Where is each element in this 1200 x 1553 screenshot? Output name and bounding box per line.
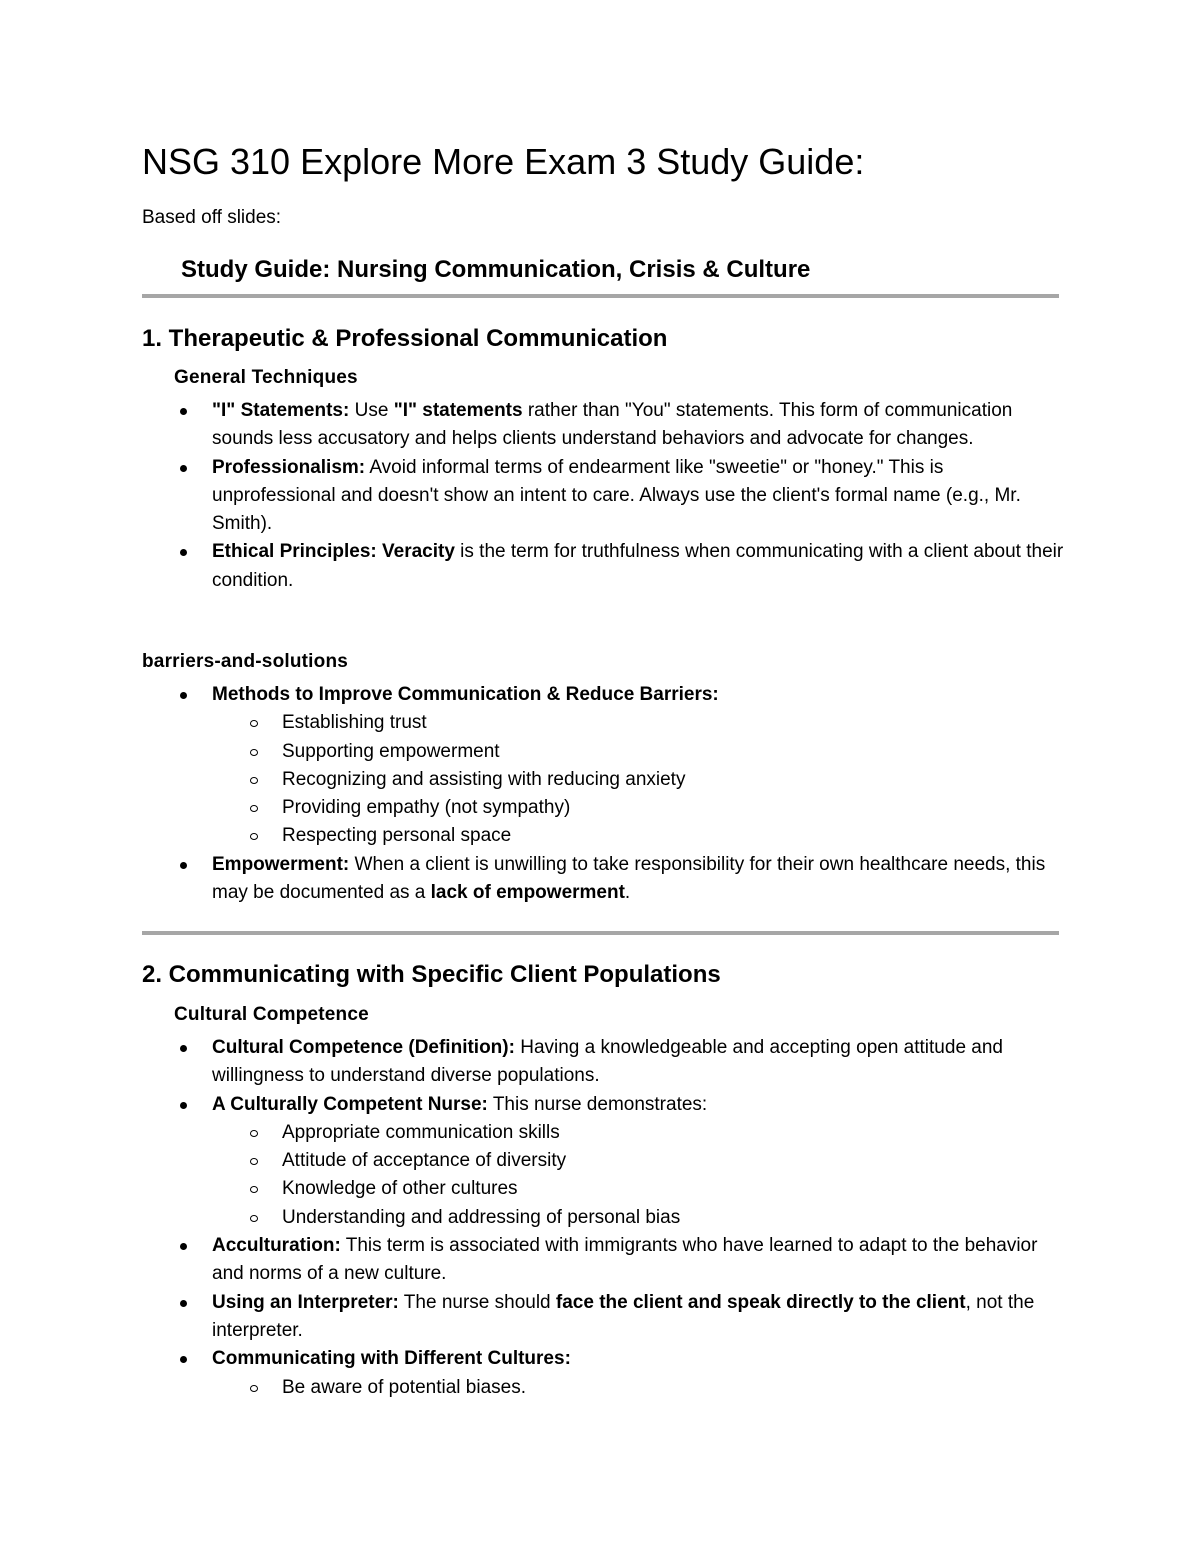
item-label: Empowerment:: [212, 853, 350, 875]
item-label: Methods to Improve Communication & Reduce Barriers:: [212, 684, 719, 705]
sub-list-item: Respecting personal space: [282, 822, 1072, 850]
sub-list-item: Recognizing and assisting with reducing anxiety: [282, 766, 1072, 794]
different-cultures-sublist: [212, 1374, 1072, 1402]
item-label: Using an Interpreter:: [212, 1291, 399, 1313]
section-1-heading: 1. Therapeutic & Professional Communication: [142, 325, 668, 352]
sub-list-item: Knowledge of other cultures: [282, 1175, 1072, 1203]
list-item: [212, 1091, 1072, 1232]
item-text: The nurse should: [398, 1291, 556, 1313]
sub-list-item: Attitude of acceptance of diversity: [282, 1147, 1072, 1175]
item-text: Having a knowledgeable and accepting open attitude and willingness to understand diverse populations.: [212, 1037, 1003, 1087]
item-text: .: [624, 882, 631, 904]
cultural-competence-heading: Cultural Competence: [174, 1004, 369, 1025]
general-techniques-list: [212, 397, 1072, 595]
list-item: [212, 1034, 1072, 1091]
item-label: A Culturally Competent Nurse:: [212, 1093, 488, 1115]
sub-list-item: Appropriate communication skills: [282, 1119, 1072, 1147]
document-title: NSG 310 Explore More Exam 3 Study Guide:: [142, 141, 865, 182]
list-item: [212, 1289, 1072, 1346]
item-emphasis: lack of empowerment: [430, 882, 625, 904]
item-text: When a client is unwilling to take responsibility for their own healthcare needs, this may be documented as a: [212, 853, 1046, 904]
item-label: Ethical Principles: Veracity: [212, 541, 455, 563]
list-item: [212, 1232, 1072, 1289]
list-item: [212, 681, 1072, 851]
methods-sublist: [212, 709, 1072, 850]
sub-list-item: Providing empathy (not sympathy): [282, 794, 1072, 822]
general-techniques-heading: General Techniques: [174, 367, 358, 388]
item-label: Cultural Competence (Definition):: [212, 1037, 515, 1058]
barriers-heading: barriers-and-solutions: [142, 651, 349, 672]
item-text: Use: [349, 400, 394, 421]
item-emphasis: "I" statements: [393, 400, 523, 421]
document-subtitle: Study Guide: Nursing Communication, Crisis & Culture: [181, 256, 811, 283]
sub-list-item: Supporting empowerment: [282, 738, 1072, 766]
item-label: Acculturation:: [212, 1235, 341, 1257]
list-item: [212, 1345, 1072, 1402]
divider: [142, 931, 1059, 935]
barriers-list: [212, 681, 1072, 907]
item-label: Professionalism:: [212, 456, 366, 478]
nurse-sublist: [212, 1119, 1072, 1232]
item-text: rather than "You" statements. This form of communication sounds less accusatory and helps clients understand behaviors and advocate for changes.: [212, 400, 1013, 450]
item-emphasis: face the client and speak directly to the client: [555, 1291, 966, 1313]
item-text: This term is associated with immigrants who have learned to adapt to the behavior and norms of a new culture.: [212, 1235, 1038, 1285]
list-item: [212, 397, 1072, 454]
sub-list-item: Establishing trust: [282, 709, 1072, 737]
item-text: , not the interpreter.: [212, 1291, 1035, 1341]
item-text: Avoid informal terms of endearment like "sweetie" or "honey." This is unprofessional and doesn't show an intent to care. Always use the client's formal name (e.g., Mr. Smith).: [212, 456, 1021, 535]
section-2-heading: 2. Communicating with Specific Client Populations: [142, 961, 721, 988]
item-text: This nurse demonstrates:: [487, 1093, 708, 1115]
item-label: "I" Statements:: [212, 400, 350, 421]
based-off-note: Based off slides:: [142, 207, 282, 228]
item-text: is the term for truthfulness when communicating with a client about their condition.: [212, 541, 1064, 591]
divider: [142, 294, 1059, 298]
cultural-competence-list: [212, 1034, 1072, 1402]
sub-list-item: Be aware of potential biases.: [282, 1374, 1072, 1402]
list-item: [212, 538, 1072, 595]
list-item: [212, 851, 1072, 908]
sub-list-item: Understanding and addressing of personal bias: [282, 1204, 1072, 1232]
item-label: Communicating with Different Cultures:: [212, 1348, 571, 1370]
list-item: [212, 454, 1072, 539]
